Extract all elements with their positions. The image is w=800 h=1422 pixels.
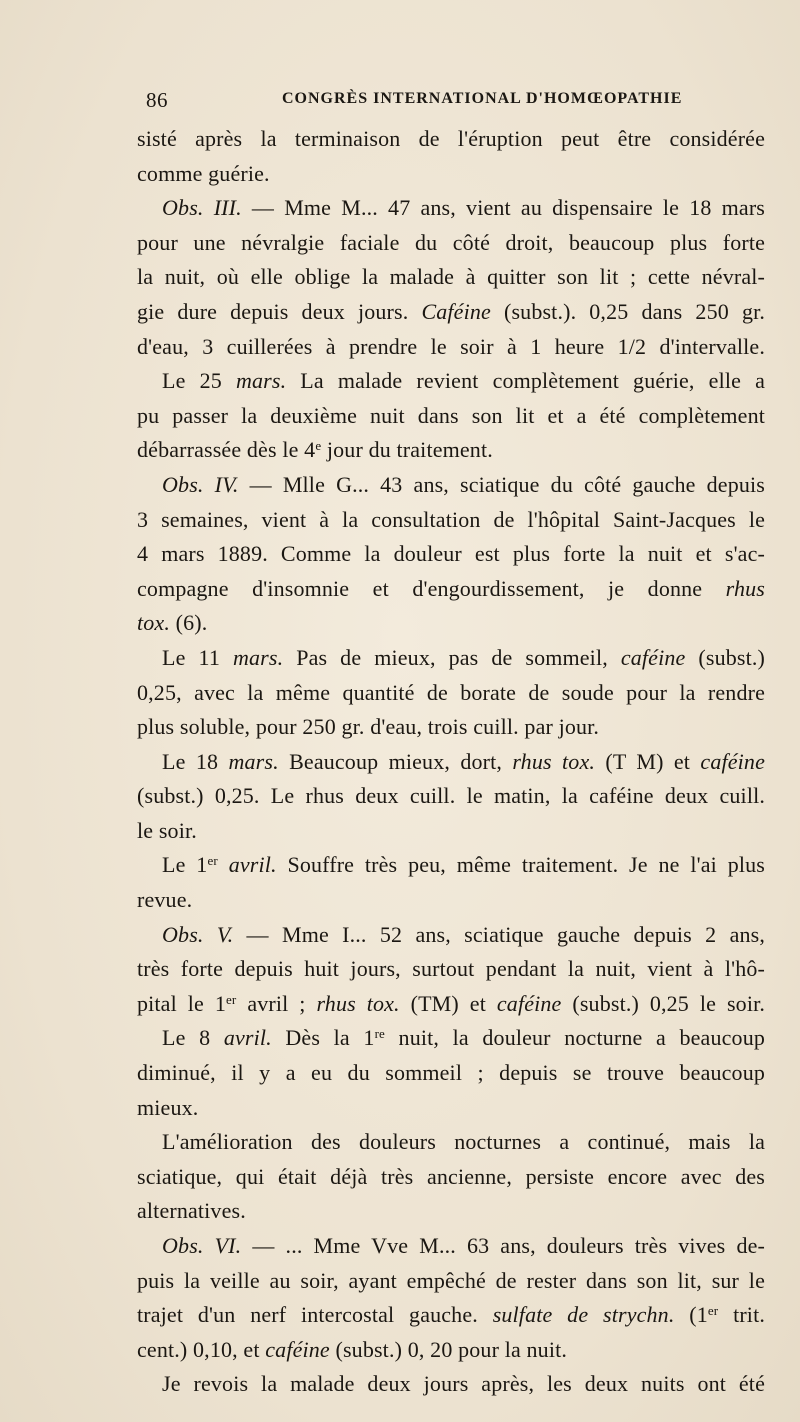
text-segment: très forte depuis huit jours, surtout pendant la nuit, vient à l'hô- [137, 956, 765, 982]
text-segment: Pas de mieux, pas de sommeil, [283, 644, 621, 670]
italic-text: caféine [620, 644, 686, 670]
text-segment: Le 18 [162, 748, 229, 774]
text-segment: cent.) 0,10, et [137, 1336, 266, 1362]
body-text [137, 122, 765, 1402]
text-segment: (1 [674, 1302, 708, 1328]
italic-text: rhus [725, 575, 765, 601]
text-segment: nuit, la douleur nocturne a beaucoup [384, 1025, 765, 1051]
text-line [137, 1021, 765, 1056]
text-line [137, 226, 765, 261]
italic-text: avril. [228, 852, 277, 878]
text-line [137, 295, 765, 330]
text-line [137, 606, 765, 641]
text-segment: sisté après la terminaison de l'éruption peut être considérée [137, 126, 765, 151]
text-segment: La malade revient complètement guérie, elle a [286, 368, 765, 394]
superscript: er [226, 991, 237, 1007]
italic-text: caféine [496, 990, 562, 1016]
text-line [137, 814, 765, 849]
text-segment: pital le 1 [137, 990, 227, 1016]
text-segment: Le 1 [162, 852, 208, 878]
text-segment: comme guérie. [137, 160, 270, 186]
text-segment: pu passer la deuxième nuit dans son lit et a été complètement [137, 402, 765, 428]
italic-text: Obs. V. [162, 921, 234, 947]
text-line [137, 433, 765, 468]
italic-text: mars. [228, 748, 279, 774]
text-line [137, 537, 765, 572]
text-line [137, 364, 765, 399]
text-segment: compagne d'insomnie et d'engourdissement, je donne [137, 575, 726, 601]
text-segment: Je revois la malade deux jours après, les deux nuits ont été [162, 1371, 765, 1397]
text-segment: Beaucoup mieux, dort, [278, 748, 513, 774]
text-segment: — Mme I... 52 ans, sciatique gauche depuis 2 ans, [233, 921, 765, 947]
text-segment: L'amélioration des douleurs nocturnes a continué, mais la [162, 1129, 765, 1155]
text-segment: trajet d'un nerf intercostal gauche. [137, 1302, 493, 1328]
text-line [137, 1160, 765, 1195]
text-segment: Le 8 [162, 1025, 224, 1051]
text-segment: (subst.) [685, 644, 765, 670]
italic-text: mars. [232, 644, 284, 670]
page-header [146, 88, 756, 112]
text-line [137, 330, 765, 365]
text-segment: — Mme M... 47 ans, vient au dispensaire le 18 mars [241, 195, 765, 221]
text-segment: — Mlle G... 43 ans, sciatique du côté gauche depuis [238, 471, 765, 497]
italic-text: sulfate de strychn. [492, 1302, 675, 1328]
italic-text: rhus tox. [512, 748, 596, 774]
text-line [137, 468, 765, 503]
text-line [137, 779, 765, 814]
text-line [137, 503, 765, 538]
text-segment: Souffre très peu, même traitement. Je ne l'ai plus [276, 852, 765, 878]
italic-text: Obs. IV. [162, 471, 239, 497]
text-segment: Le 11 [162, 644, 233, 670]
text-segment: débarrassée dès le 4 [137, 437, 316, 463]
text-segment: (T M) et [595, 748, 701, 774]
text-segment: la nuit, où elle oblige la malade à quitter son lit ; cette névral- [137, 264, 765, 290]
text-segment: alternatives. [137, 1198, 246, 1224]
text-line [137, 1125, 765, 1160]
running-title: CONGRÈS INTERNATIONAL D'HOMŒOPATHIE [282, 90, 683, 107]
text-line [137, 260, 765, 295]
text-segment: d'eau, 3 cuillerées à prendre le soir à 1 heure 1/2 d'intervalle. [137, 333, 765, 359]
text-segment: (TM) et [399, 990, 497, 1016]
text-line [137, 1229, 765, 1264]
text-line [137, 987, 765, 1022]
text-segment: 4 mars 1889. Comme la douleur est plus forte la nuit et s'ac- [137, 541, 765, 567]
text-line [137, 918, 765, 953]
italic-text: tox. [137, 610, 170, 636]
text-line [137, 157, 765, 192]
italic-text: mars. [235, 368, 287, 394]
text-segment: pour une névralgie faciale du côté droit, beaucoup plus forte [137, 229, 765, 255]
text-line [137, 1367, 765, 1402]
text-line [137, 191, 765, 226]
italic-text: caféine [700, 748, 765, 774]
text-line [137, 1264, 765, 1299]
text-segment: (6). [169, 610, 208, 636]
text-line [137, 572, 765, 607]
italic-text: Obs. VI. [162, 1233, 242, 1258]
text-line [137, 1298, 765, 1333]
superscript: re [374, 1026, 385, 1042]
text-segment: 0,25, avec la même quantité de borate de soude pour la rendre [137, 679, 765, 705]
text-segment: (subst.). 0,25 dans 250 gr. [490, 298, 765, 324]
text-segment: revue. [137, 887, 193, 913]
text-segment: jour du traitement. [321, 437, 493, 463]
italic-text: rhus tox. [316, 990, 400, 1016]
text-line [137, 1056, 765, 1091]
text-segment: trit. [718, 1302, 765, 1328]
text-segment [218, 852, 229, 877]
superscript: er [707, 1303, 719, 1319]
text-segment: diminué, il y a eu du sommeil ; depuis se trouve beaucoup [137, 1060, 765, 1086]
text-line [137, 1333, 765, 1368]
text-segment: — ... Mme Vve M... 63 ans, douleurs très vives de- [241, 1233, 765, 1258]
text-segment: (subst.) 0,25. Le rhus deux cuill. le matin, la caféine deux cuill. [137, 783, 765, 809]
text-line [137, 745, 765, 780]
italic-text: avril. [223, 1025, 272, 1051]
text-segment: le soir. [137, 817, 197, 843]
text-line [137, 848, 765, 883]
text-segment: (subst.) 0,25 le soir. [561, 990, 765, 1016]
text-segment: avril ; [236, 990, 317, 1016]
text-segment: (subst.) 0, 20 pour la nuit. [329, 1336, 567, 1362]
text-segment: sciatique, qui était déjà très ancienne, persiste encore avec des [137, 1163, 765, 1189]
text-segment: plus soluble, pour 250 gr. d'eau, trois cuill. par jour. [137, 714, 600, 740]
text-segment: Dès la 1 [271, 1025, 375, 1051]
text-line [137, 1194, 765, 1229]
superscript: e [315, 438, 322, 454]
text-line [137, 641, 765, 676]
text-segment: mieux. [137, 1094, 199, 1120]
italic-text: Obs. III. [162, 195, 242, 221]
italic-text: Caféine [421, 298, 491, 324]
text-line [137, 399, 765, 434]
italic-text: caféine [265, 1336, 330, 1362]
superscript: er [207, 853, 218, 869]
page-number: 86 [146, 88, 168, 112]
text-line [137, 883, 765, 918]
text-line [137, 952, 765, 987]
text-segment: puis la veille au soir, ayant empêché de rester dans son lit, sur le [137, 1267, 765, 1293]
text-segment: 3 semaines, vient à la consultation de l'hôpital Saint-Jacques le [137, 506, 765, 532]
text-segment: gie dure depuis deux jours. [137, 298, 422, 324]
text-line [137, 676, 765, 711]
text-line [137, 710, 765, 745]
text-line [137, 1091, 765, 1126]
text-segment: Le 25 [162, 368, 236, 394]
text-line [137, 122, 765, 157]
